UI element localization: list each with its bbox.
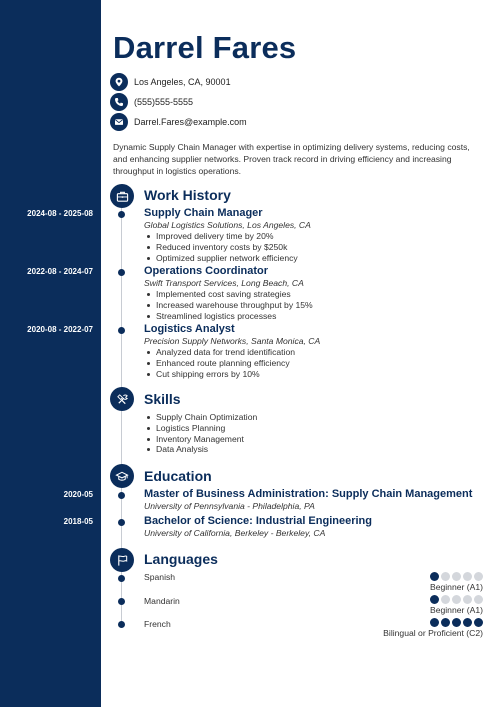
contact-email[interactable] [110,112,247,132]
candidate-name: Darrel Fares [113,30,297,65]
job-bullets [144,347,484,379]
education-date: 2020-05 [63,490,93,499]
contact-email-text[interactable]: Darrel.Fares@example.com [134,117,247,127]
contact-phone [110,92,193,112]
job-title: Operations Coordinator [144,265,269,277]
language-name: Spanish [144,572,176,582]
proficiency-dot-filled [452,618,461,627]
graduation-cap-icon [110,464,134,488]
job-bullet: Increased warehouse throughput by 15% [144,300,484,311]
language-proficiency [333,595,483,615]
phone-icon [110,93,128,111]
job-company: Global Logistics Solutions, Los Angeles, CA [144,220,311,230]
proficiency-dot-empty [441,572,450,581]
proficiency-level: Beginner (A1) [429,582,483,592]
work-dates: 2024-08 - 2025-08 [27,209,93,218]
education-date: 2018-05 [63,517,93,526]
job-bullet: Optimized supplier network efficiency [144,253,484,264]
school-name: University of California, Berkeley - Berkeley, CA [144,528,326,538]
job-bullet: Reduced inventory costs by $250k [144,242,484,253]
degree-title: Bachelor of Science: Industrial Engineering [144,515,372,527]
job-bullet: Enhanced route planning efficiency [144,358,484,369]
proficiency-dots [333,572,483,581]
proficiency-dot-filled [463,618,472,627]
proficiency-level: Beginner (A1) [429,605,483,615]
proficiency-dot-empty [452,595,461,604]
timeline-dot [118,575,125,582]
proficiency-level: Bilingual or Proficient (C2) [383,628,483,638]
work-entry [144,207,484,263]
job-bullets [144,231,484,263]
professional-summary: Dynamic Supply Chain Manager with expertise in optimizing delivery systems, reducing costs, and enhancing supplier networks. Proven track record in driving efficiency and increasing throughput in logistics operations. [113,142,470,176]
proficiency-dot-filled [430,572,439,581]
language-proficiency [333,572,483,592]
skill-item: Data Analysis [144,444,484,455]
proficiency-dot-empty [463,595,472,604]
proficiency-dot-filled [441,618,450,627]
job-bullet: Streamlined logistics processes [144,311,484,322]
proficiency-dot-empty [474,595,483,604]
languages-title: Languages [144,551,218,567]
timeline-dot [118,211,125,218]
location-pin-icon [110,73,128,91]
timeline-dot [118,492,125,499]
briefcase-icon [110,184,134,208]
job-title: Supply Chain Manager [144,207,263,219]
job-bullet: Cut shipping errors by 10% [144,369,484,380]
proficiency-dot-filled [474,618,483,627]
job-bullet: Improved delivery time by 20% [144,231,484,242]
language-proficiency [333,618,483,638]
proficiency-dot-empty [441,595,450,604]
timeline-dot [118,327,125,334]
left-sidebar [0,0,101,707]
contact-phone-text: (555)555-5555 [134,97,194,107]
flag-icon [110,548,134,572]
job-bullet: Implemented cost saving strategies [144,289,484,300]
language-name: Mandarin [144,596,180,606]
school-name: University of Pennsylvania - Philadelphia, PA [144,501,315,511]
job-bullet: Analyzed data for trend identification [144,347,484,358]
email-icon [110,113,128,131]
job-company: Swift Transport Services, Long Beach, CA [144,278,304,288]
work-dates: 2020-08 - 2022-07 [27,325,93,334]
degree-title: Master of Business Administration: Supply Chain Management [144,488,473,500]
contact-location-text: Los Angeles, CA, 90001 [134,77,231,87]
skill-item: Inventory Management [144,434,484,445]
skill-item: Logistics Planning [144,423,484,434]
skills-title: Skills [144,391,181,407]
work-dates: 2022-08 - 2024-07 [27,267,93,276]
proficiency-dot-filled [430,595,439,604]
contact-location [110,72,231,92]
work-entry [144,265,484,321]
education-entry [144,488,484,512]
timeline-dot [118,269,125,276]
proficiency-dot-filled [430,618,439,627]
timeline-dot [118,621,125,628]
language-name: French [144,619,171,629]
skills-tools-icon [110,387,134,411]
timeline-dot [118,519,125,526]
timeline-dot [118,598,125,605]
education-entry [144,515,484,539]
proficiency-dot-empty [452,572,461,581]
job-company: Precision Supply Networks, Santa Monica, CA [144,336,321,346]
work-history-title: Work History [144,187,231,203]
proficiency-dot-empty [474,572,483,581]
job-bullets [144,289,484,321]
proficiency-dot-empty [463,572,472,581]
work-entry [144,323,484,379]
proficiency-dots [333,618,483,627]
education-title: Education [144,468,212,484]
proficiency-dots [333,595,483,604]
job-title: Logistics Analyst [144,323,235,335]
skill-item: Supply Chain Optimization [144,412,484,423]
skills-list [144,412,484,455]
